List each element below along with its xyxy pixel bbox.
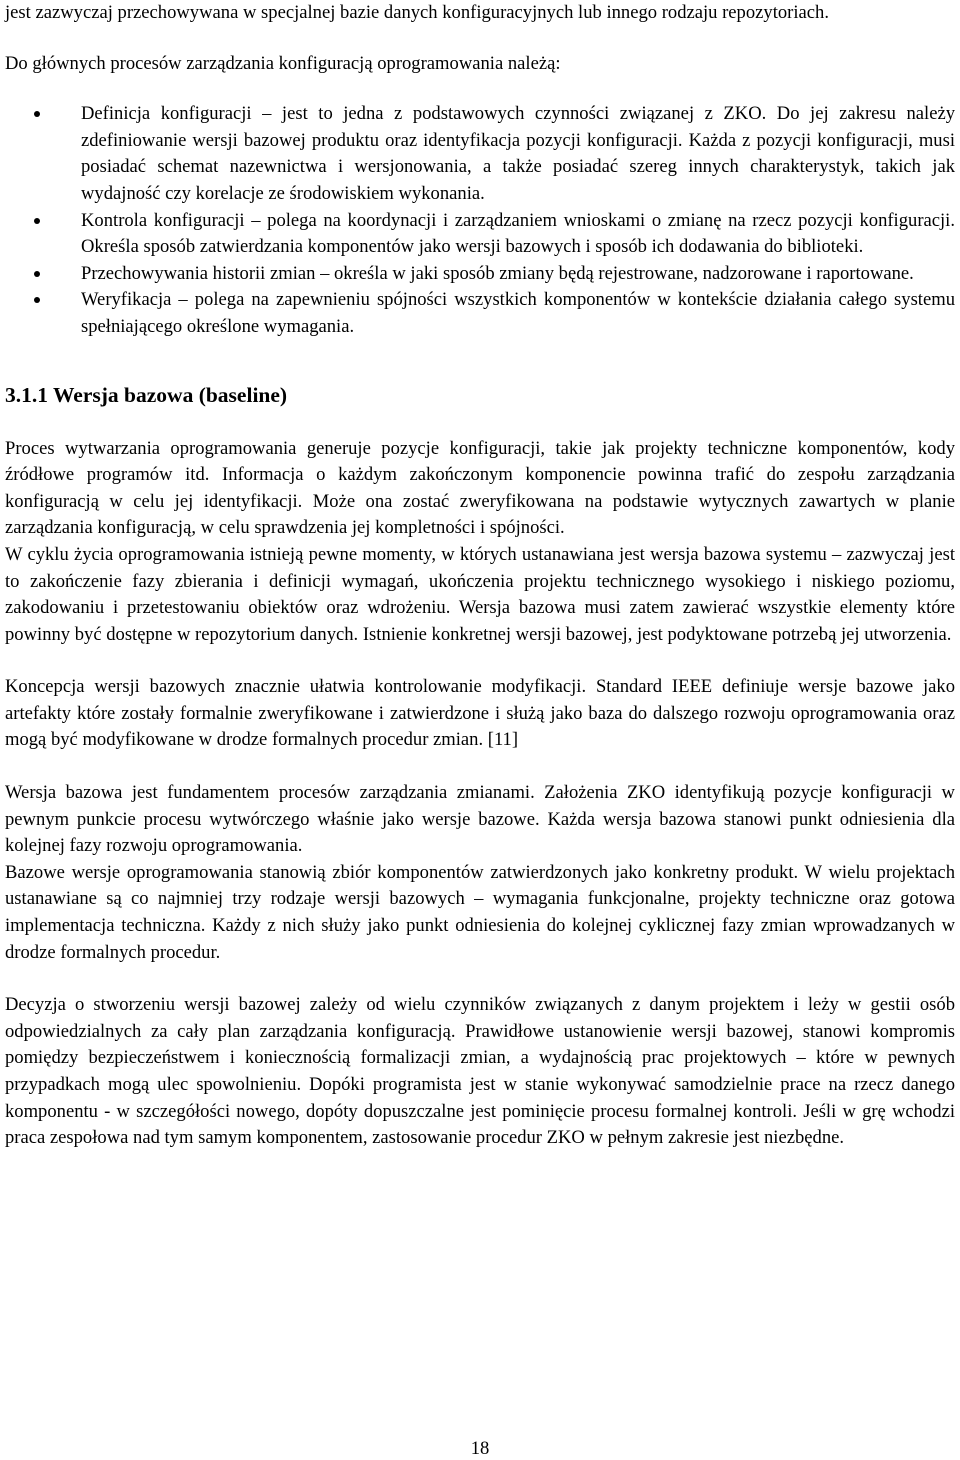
list-item [5,261,955,288]
list-item-text: Weryfikacja – polega na zapewnieniu spójności wszystkich komponentów w kontekście działania całego systemu spełniającego określone wymagania. [81,289,955,337]
list-item [5,287,955,340]
page-number: 18 [470,1438,490,1459]
body-paragraph: Wersja bazowa jest fundamentem procesów zarządzania zmianami. Założenia ZKO identyfikują pozycje konfiguracji w pewnym punkcie procesu wytwórczego właśnie jako wersje bazowe. Każda wersja bazowa stanowi punkt odniesienia dla kolejnej fazy rozwoju oprogramowania. [5,782,955,857]
list-item [5,101,955,207]
spacer [5,27,955,51]
body-paragraph: Decyzja o stworzeniu wersji bazowej zależy od wielu czynników związanych z danym projektem i leży w gestii osób odpowiedzialnych za cały plan zarządzania konfiguracją. Prawidłowe ustanowienie wersji bazowej, stanowi kompromis pomiędzy bezpieczeństwem i koniecznością formalizacji zmian, a wydajnością prac projektowych – które w pewnych przypadkach mogą ulec spowolnieniu. Dopóki programista jest w stanie wykonywać samodzielnie prace na rzecz danego komponentu - w szczegółości nowego, dopóty dopuszczalne jest pominięcie procesu formalnej kontroli. Jeśli w grę wchodzi praca zespołowa nad tym samym komponentem, zastosowanie procedur ZKO w pełnym zakresie jest niezbędne. [5,994,955,1149]
body-paragraph: Koncepcja wersji bazowych znacznie ułatwia kontrolowanie modyfikacji. Standard IEEE definiuje wersje bazowe jako artefakty które zostały formalnie zweryfikowane i zatwierdzone i służą jako baza do dalszego rozwoju oprogramowania oraz mogą być modyfikowane w drodze formalnych procedur zmian. [11] [5,676,955,751]
bullet-icon [34,271,40,277]
section-heading: 3.1.1 Wersja bazowa (baseline) [5,382,288,407]
spacer [5,341,955,381]
list-item-text: Przechowywania historii zmian – określa w jaki sposób zmiany będą rejestrowane, nadzorowane i raportowane. [81,262,914,284]
spacer [5,648,955,674]
spacer [5,754,955,780]
list-intro: Do głównych procesów zarządzania konfiguracją oprogramowania należą: [5,52,561,74]
spacer [5,409,955,436]
bullet-icon [34,218,40,224]
body-paragraph: Proces wytwarzania oprogramowania generuje pozycje konfiguracji, takie jak projekty techniczne komponentów, kody źródłowe programów itd. Informacja o każdym zakończonym komponencie powinna trafić do zespołu zarządzania konfiguracją w celu jej identyfikacji. Może ona zostać zweryfikowana na podstawie wytycznych zawartych w planie zarządzania konfiguracją, w celu sprawdzenia jej kompletności i spójności. [5,437,955,539]
body-paragraph: W cyklu życia oprogramowania istnieją pewne momenty, w których ustanawiana jest wersja bazowa systemu – zazwyczaj jest to zakończenie fazy zbierania i definicji wymagań, ukończenia projektu technicznego wysokiego i niskiego poziomu, zakodowaniu i przetestowaniu obiektów oraz wdrożeniu. Wersja bazowa musi zatem zawierać wszystkie elementy które powinny być dostępne w repozytorium danych. Istnienie konkretnej wersji bazowej, jest podyktowane potrzebą jej utworzenia. [5,543,955,645]
list-item [5,208,955,261]
bullet-icon [34,297,40,303]
body-paragraph: Bazowe wersje oprogramowania stanowią zbiór komponentów zatwierdzonych jako konkretny produkt. W wielu projektach ustanawiane są co najmniej trzy rodzaje wersji bazowych – wymagania funkcjonalne, projekty techniczne oraz gotowa implementacja techniczna. Każdy z nich służy jako punkt odniesienia do kolejnej cyklicznej fazy zmian wprowadzanych w drodze formalnych procedur. [5,861,955,963]
list-item-text: Kontrola konfiguracji – polega na koordynacji i zarządzaniem wnioskami o zmianę na rzecz pozycji konfiguracji. Określa sposób zatwierdzania komponentów jako wersji bazowych i sposób ich dodawania do biblioteki. [81,209,955,258]
continuation-paragraph: jest zazwyczaj przechowywana w specjalnej bazie danych konfiguracyjnych lub innego rodzaju repozytoriach. [5,2,829,23]
spacer [5,77,955,101]
process-list [5,101,955,340]
list-item-text: Definicja konfiguracji – jest to jedna z podstawowych czynności związanej z ZKO. Do jej zakresu należy zdefiniowanie wersji bazowej produktu oraz identyfikacja pozycji konfiguracji. Każda z pozycji konfiguracji, musi posiadać schemat nazewnictwa i wersjonowania, a także posiadać szereg innych charakterystyk, takich jak wydajność czy korelacje ze środowiskiem wykonania. [81,103,955,204]
bullet-icon [34,111,40,117]
spacer [5,966,955,992]
